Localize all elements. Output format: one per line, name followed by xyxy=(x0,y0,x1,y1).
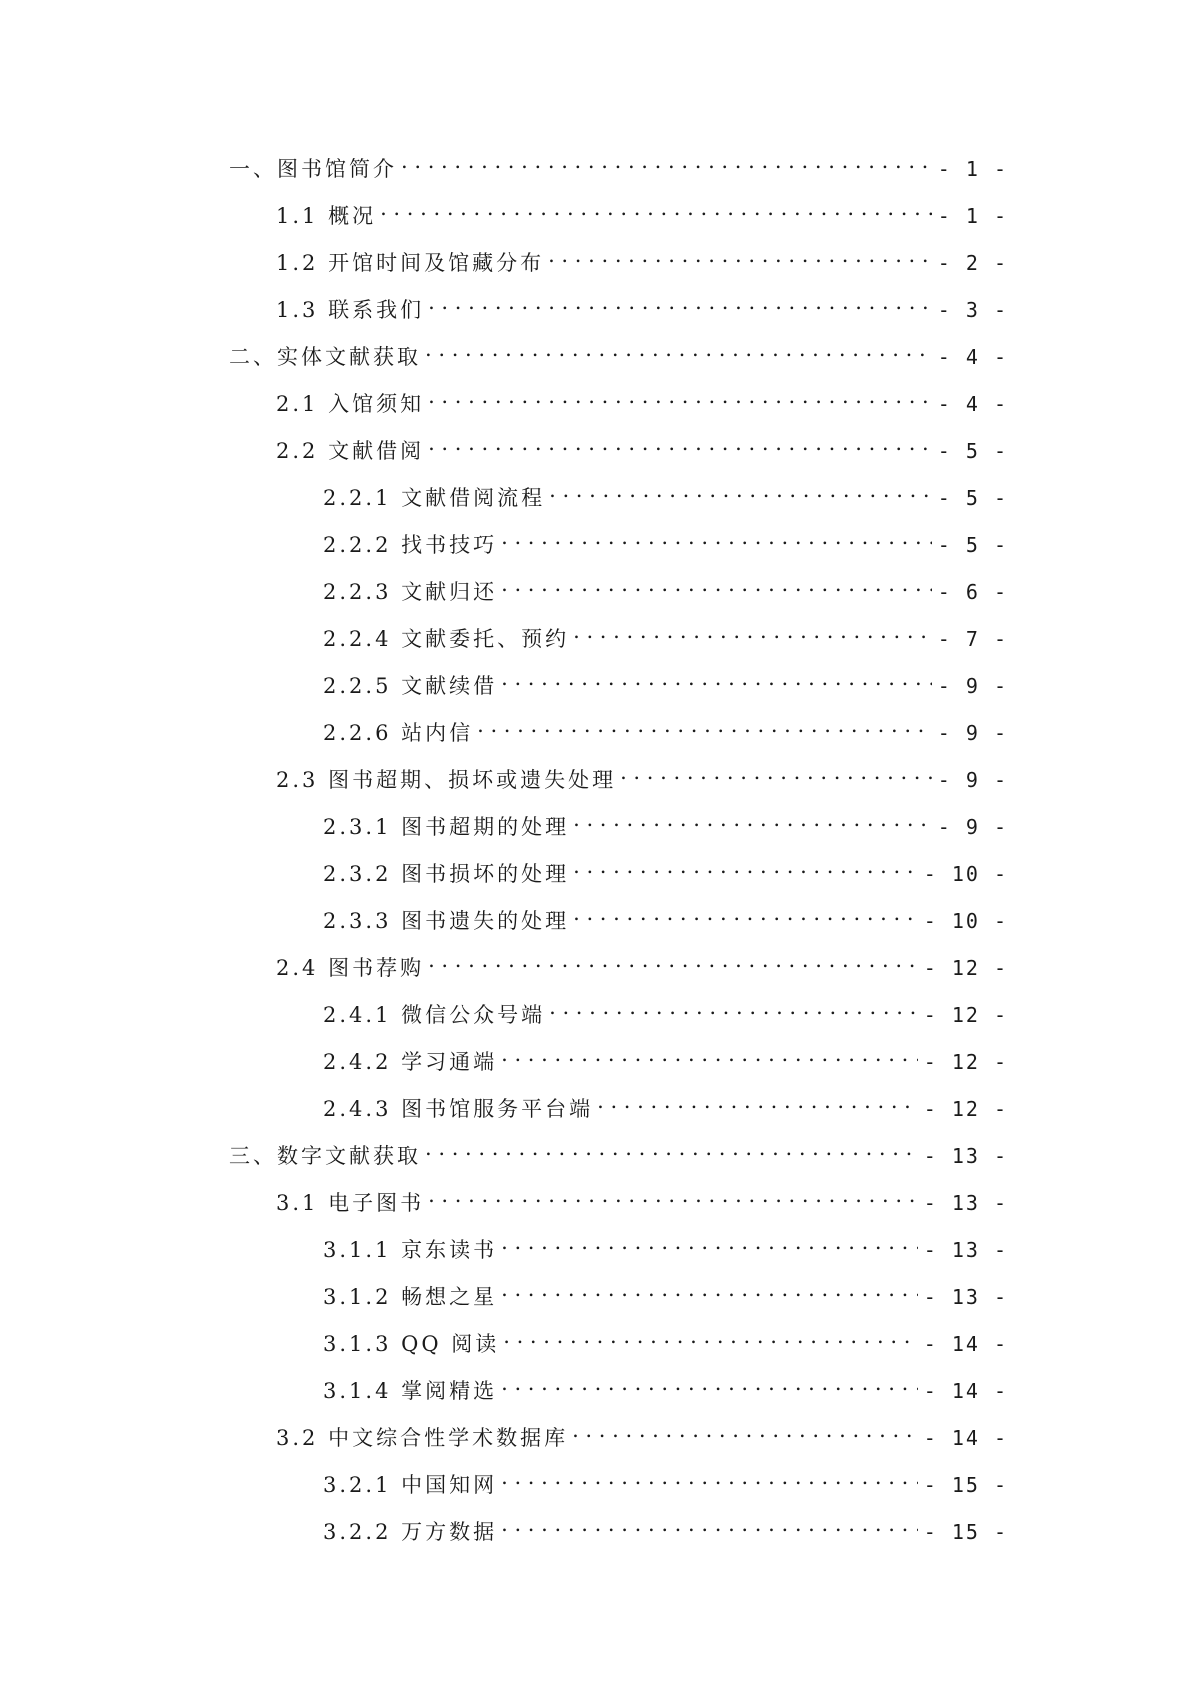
toc-entry[interactable] xyxy=(323,1274,1008,1309)
toc-page-number: - 14 - xyxy=(923,1426,1008,1450)
toc-entry-title: 3.1 电子图书 xyxy=(276,1191,425,1215)
toc-entry[interactable] xyxy=(276,381,1008,416)
toc-leader-dots xyxy=(573,616,932,646)
toc-entry-title: 2.2.1 文献借阅流程 xyxy=(323,486,546,510)
toc-page-number: - 5 - xyxy=(937,533,1008,557)
toc-page-number: - 1 - xyxy=(937,157,1008,181)
toc-page-number: - 12 - xyxy=(923,956,1008,980)
toc-page-number: - 5 - xyxy=(937,486,1008,510)
toc-leader-dots xyxy=(501,522,932,552)
toc-leader-dots xyxy=(597,1086,918,1116)
toc-leader-dots xyxy=(620,757,932,787)
toc-page-number: - 9 - xyxy=(937,815,1008,839)
toc-entry[interactable] xyxy=(323,898,1008,933)
toc-entry[interactable] xyxy=(323,1321,1008,1356)
toc-leader-dots xyxy=(501,1368,918,1398)
toc-leader-dots xyxy=(503,1321,918,1351)
toc-leader-dots xyxy=(549,475,932,505)
toc-entry[interactable] xyxy=(276,1415,1008,1450)
toc-leader-dots xyxy=(501,663,932,693)
toc-entry[interactable] xyxy=(229,1133,1008,1168)
toc-entry[interactable] xyxy=(276,240,1008,275)
toc-page-number: - 2 - xyxy=(937,251,1008,275)
toc-entry-title: 3.2 中文综合性学术数据库 xyxy=(276,1426,569,1450)
toc-leader-dots xyxy=(428,287,932,317)
toc-page-number: - 12 - xyxy=(923,1097,1008,1121)
toc-entry[interactable] xyxy=(276,428,1008,463)
toc-leader-dots xyxy=(573,804,932,834)
toc-entry[interactable] xyxy=(323,851,1008,886)
toc-entry[interactable] xyxy=(276,945,1008,980)
toc-entry[interactable] xyxy=(229,146,1008,181)
toc-page-number: - 3 - xyxy=(937,298,1008,322)
toc-leader-dots xyxy=(428,381,932,411)
toc-leader-dots xyxy=(501,569,932,599)
toc-entry-title: 二、实体文献获取 xyxy=(229,345,421,369)
toc-entry-title: 三、数字文献获取 xyxy=(229,1144,421,1168)
toc-page-number: - 10 - xyxy=(923,862,1008,886)
toc-leader-dots xyxy=(573,898,918,928)
toc-entry-title: 2.2 文献借阅 xyxy=(276,439,425,463)
toc-entry-title: 3.2.2 万方数据 xyxy=(323,1520,498,1544)
toc-leader-dots xyxy=(428,1180,918,1210)
toc-entry[interactable] xyxy=(323,1509,1008,1544)
toc-entry-title: 2.4.3 图书馆服务平台端 xyxy=(323,1097,594,1121)
toc-page-number: - 15 - xyxy=(923,1473,1008,1497)
toc-entry[interactable] xyxy=(323,522,1008,557)
toc-entry-title: 1.1 概况 xyxy=(276,204,377,228)
toc-leader-dots xyxy=(401,146,932,176)
toc-entry[interactable] xyxy=(323,616,1008,651)
toc-entry[interactable] xyxy=(229,334,1008,369)
toc-entry[interactable] xyxy=(323,1462,1008,1497)
toc-page-number: - 10 - xyxy=(923,909,1008,933)
toc-entry-title: 2.2.6 站内信 xyxy=(323,721,474,745)
toc-leader-dots xyxy=(428,428,932,458)
toc-page-number: - 6 - xyxy=(937,580,1008,604)
toc-entry[interactable] xyxy=(323,475,1008,510)
toc-page-number: - 1 - xyxy=(937,204,1008,228)
toc-leader-dots xyxy=(501,1509,918,1539)
toc-leader-dots xyxy=(425,1133,918,1163)
toc-page-number: - 5 - xyxy=(937,439,1008,463)
toc-page-number: - 14 - xyxy=(923,1332,1008,1356)
toc-entry-title: 2.2.3 文献归还 xyxy=(323,580,498,604)
toc-entry-title: 2.4 图书荐购 xyxy=(276,956,425,980)
toc-leader-dots xyxy=(549,992,918,1022)
toc-entry[interactable] xyxy=(323,1227,1008,1262)
toc-entry-title: 2.3.1 图书超期的处理 xyxy=(323,815,570,839)
toc-entry[interactable] xyxy=(323,663,1008,698)
toc-page-number: - 15 - xyxy=(923,1520,1008,1544)
toc-page-number: - 13 - xyxy=(923,1191,1008,1215)
toc-entry-title: 1.3 联系我们 xyxy=(276,298,425,322)
toc-entry-title: 3.2.1 中国知网 xyxy=(323,1473,498,1497)
toc-entry-title: 3.1.3 QQ 阅读 xyxy=(323,1332,500,1356)
toc-entry[interactable] xyxy=(323,1086,1008,1121)
toc-leader-dots xyxy=(428,945,918,975)
toc-entry-title: 3.1.1 京东读书 xyxy=(323,1238,498,1262)
toc-page-number: - 13 - xyxy=(923,1238,1008,1262)
toc-entry[interactable] xyxy=(276,287,1008,322)
toc-entry-title: 2.3.3 图书遗失的处理 xyxy=(323,909,570,933)
toc-leader-dots xyxy=(380,193,932,223)
toc-entry-title: 2.2.5 文献续借 xyxy=(323,674,498,698)
toc-leader-dots xyxy=(501,1274,918,1304)
toc-page-number: - 9 - xyxy=(937,674,1008,698)
toc-page-number: - 12 - xyxy=(923,1050,1008,1074)
toc-entry[interactable] xyxy=(323,1368,1008,1403)
toc-entry[interactable] xyxy=(276,193,1008,228)
toc-entry-title: 3.1.2 畅想之星 xyxy=(323,1285,498,1309)
toc-page-number: - 7 - xyxy=(937,627,1008,651)
toc-entry-title: 一、图书馆简介 xyxy=(229,157,397,181)
toc-entry-title: 2.3.2 图书损坏的处理 xyxy=(323,862,570,886)
toc-entry-title: 2.4.2 学习通端 xyxy=(323,1050,498,1074)
toc-page-number: - 9 - xyxy=(937,721,1008,745)
toc-leader-dots xyxy=(572,1415,918,1445)
toc-leader-dots xyxy=(573,851,918,881)
toc-page-number: - 12 - xyxy=(923,1003,1008,1027)
toc-page-number: - 4 - xyxy=(937,345,1008,369)
toc-leader-dots xyxy=(548,240,932,270)
toc-leader-dots xyxy=(477,710,932,740)
toc-entry-title: 2.1 入馆须知 xyxy=(276,392,425,416)
toc-entry-title: 2.2.4 文献委托、预约 xyxy=(323,627,570,651)
toc-entry-title: 2.2.2 找书技巧 xyxy=(323,533,498,557)
toc-entry-title: 1.2 开馆时间及馆藏分布 xyxy=(276,251,545,275)
toc-leader-dots xyxy=(425,334,932,364)
toc-entry[interactable] xyxy=(323,569,1008,604)
toc-page-number: - 14 - xyxy=(923,1379,1008,1403)
toc-page-number: - 13 - xyxy=(923,1285,1008,1309)
toc-entry-title: 2.3 图书超期、损坏或遗失处理 xyxy=(276,768,617,792)
toc-leader-dots xyxy=(501,1462,918,1492)
toc-entry[interactable] xyxy=(276,1180,1008,1215)
toc-entry[interactable] xyxy=(323,804,1008,839)
toc-entry[interactable] xyxy=(276,757,1008,792)
toc-entry-title: 3.1.4 掌阅精选 xyxy=(323,1379,498,1403)
toc-entry-title: 2.4.1 微信公众号端 xyxy=(323,1003,546,1027)
toc-leader-dots xyxy=(501,1227,918,1257)
toc-entry[interactable] xyxy=(323,710,1008,745)
toc-page-number: - 4 - xyxy=(937,392,1008,416)
toc-leader-dots xyxy=(501,1039,918,1069)
toc-entry[interactable] xyxy=(323,992,1008,1027)
toc-page-number: - 13 - xyxy=(923,1144,1008,1168)
toc-page-number: - 9 - xyxy=(937,768,1008,792)
toc-entry[interactable] xyxy=(323,1039,1008,1074)
